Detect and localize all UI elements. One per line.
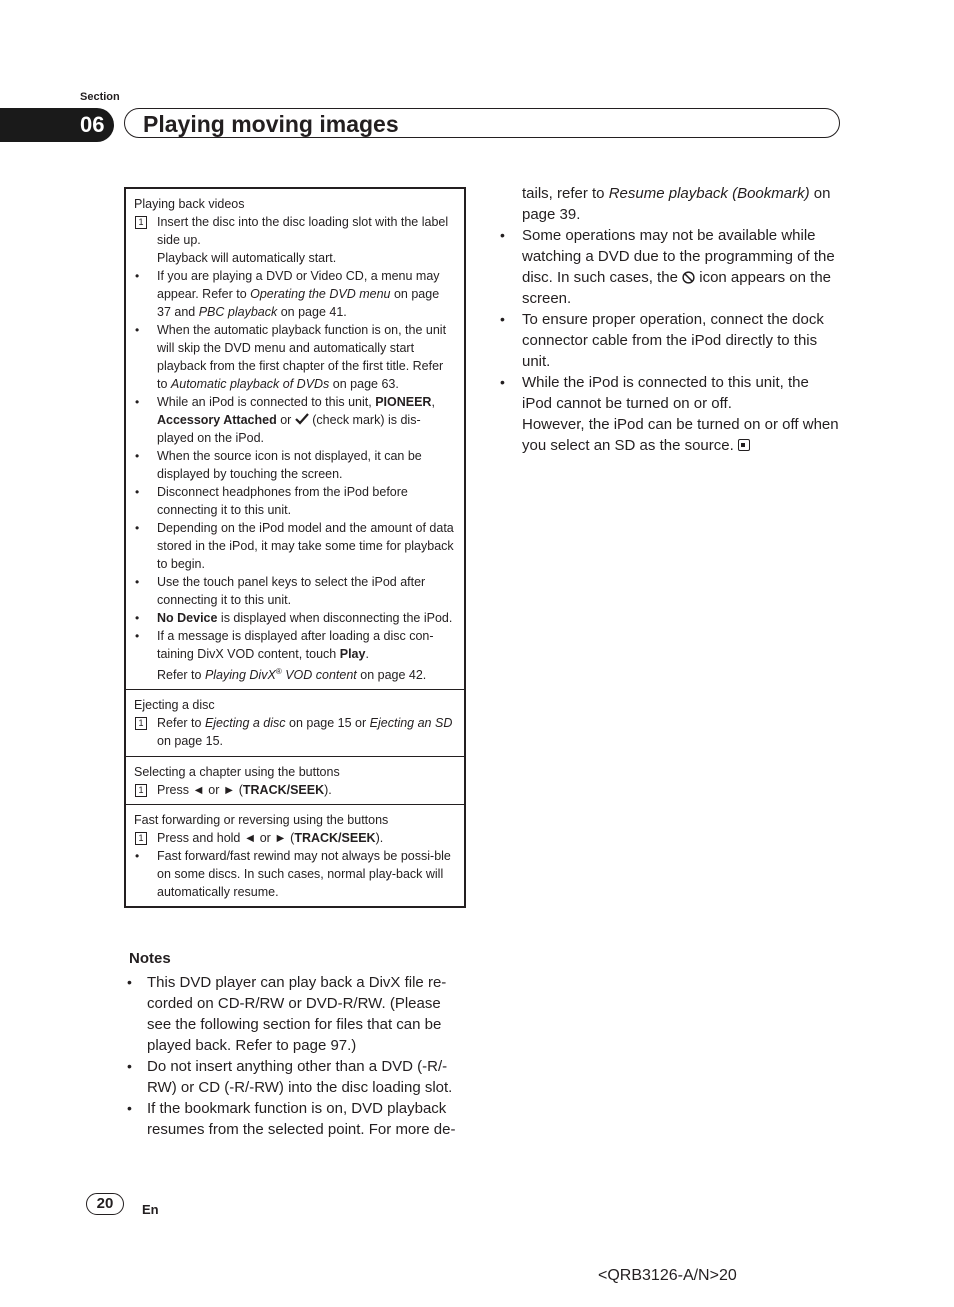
bold-term: Play — [339, 647, 366, 661]
text: , — [431, 395, 435, 409]
cell-title: Playing back videos — [134, 197, 245, 211]
bullet-icon: • — [135, 575, 140, 589]
step-number: 1 — [135, 832, 147, 845]
bullet-icon: • — [500, 374, 505, 390]
page-title: Playing moving images — [143, 111, 399, 137]
stop-square-icon — [738, 439, 750, 451]
step-number: 1 — [135, 784, 147, 797]
text: icon appears on the screen. — [522, 269, 832, 307]
ref-link: Playing DivX — [204, 668, 276, 683]
note-continuation — [499, 183, 839, 225]
text: When the automatic playback function is on, the unit will skip the DVD menu and automatically start playback from the first chapter of the first title. Refer to — [157, 323, 447, 391]
bullet-item — [134, 393, 456, 447]
text: Refer to — [157, 668, 205, 683]
text: on page 63. — [329, 377, 399, 391]
step-text-2: Playback will automatically start. — [157, 251, 337, 265]
note-item — [499, 225, 839, 309]
text: tails, refer to — [522, 185, 609, 202]
step-item — [134, 213, 456, 267]
registered-mark: ® — [275, 667, 282, 676]
bullet-item — [134, 627, 456, 684]
note-item — [124, 1098, 469, 1140]
text: While an iPod is connected to this unit, — [157, 395, 376, 409]
text: Use the touch panel keys to select the iPod after connecting it to this unit. — [157, 575, 426, 607]
bullet-icon: • — [135, 269, 140, 283]
bullet-icon: • — [127, 1100, 132, 1116]
ref-link: PBC playback — [198, 305, 278, 319]
ref-link: VOD content — [281, 668, 357, 683]
text: If a message is displayed after loading a disc con-taining DivX VOD content, touch — [157, 629, 434, 661]
text: If you are playing a DVD or Video CD, a menu may appear. Refer to — [157, 269, 440, 301]
text: is displayed when disconnecting the iPod. — [217, 611, 453, 625]
bullet-item — [134, 321, 456, 393]
note-item — [499, 309, 839, 372]
text: Depending on the iPod model and the amount of data stored in the iPod, it may take some time for playback to begin. — [157, 521, 454, 571]
text: However, the iPod can be turned on or off when you select an SD as the source. — [522, 416, 839, 454]
cell-playing — [126, 189, 464, 689]
step-number: 1 — [135, 717, 147, 730]
bullet-item — [134, 447, 456, 483]
text: Press ◄ or ► ( — [157, 783, 243, 798]
text: (check mark) is dis-played on the iPod. — [157, 413, 421, 445]
ref-link: Automatic playback of DVDs — [170, 377, 330, 391]
ref-link: Operating the DVD menu — [250, 287, 391, 301]
text: To ensure proper operation, connect the dock connector cable from the iPod directly to this unit. — [522, 311, 824, 370]
text: ). — [375, 831, 384, 846]
bullet-icon: • — [135, 611, 140, 625]
bullet-item — [134, 847, 456, 901]
notes-list — [124, 972, 469, 1140]
text: Disconnect headphones from the iPod before connecting it to this unit. — [157, 485, 408, 517]
bullet-icon: • — [135, 849, 140, 864]
cell-ejecting — [126, 689, 464, 756]
bold-term: PIONEER — [375, 395, 432, 409]
bold-term: No Device — [157, 611, 218, 625]
bullet-icon: • — [500, 227, 505, 243]
bold-term: TRACK/SEEK — [242, 783, 325, 798]
cell-title: Selecting a chapter using the buttons — [134, 765, 340, 780]
text: or — [276, 413, 295, 427]
text: on page 15 or — [285, 716, 370, 731]
text: Refer to — [157, 716, 205, 731]
note-item — [124, 1056, 469, 1098]
step-text: Insert the disc into the disc loading slot with the label side up. — [157, 215, 449, 247]
bold-term: TRACK/SEEK — [294, 831, 376, 846]
cell-title: Fast forwarding or reversing using the buttons — [134, 813, 389, 828]
text: This DVD player can play back a DivX file re-corded on CD-R/RW or DVD-R/RW. (Please see the following section for files that can be played back. Refer to page 97.) — [147, 974, 447, 1054]
bullet-item — [134, 519, 456, 573]
section-label: Section — [80, 91, 120, 103]
text: ). — [324, 783, 332, 798]
text: on page 41. — [277, 305, 347, 319]
bullet-item — [134, 483, 456, 519]
section-number: 06 — [0, 108, 114, 142]
bullet-icon: • — [135, 395, 140, 409]
bullet-icon: • — [135, 449, 140, 463]
text: Some operations may not be available while watching a DVD due to the programming of the disc. In such cases, the — [522, 227, 835, 286]
text: If the bookmark function is on, DVD playback resumes from the selected point. For more de- — [147, 1100, 456, 1138]
cell-selecting — [126, 756, 464, 804]
bullet-item — [134, 267, 456, 321]
bullet-icon: • — [135, 521, 140, 535]
cell-title: Ejecting a disc — [134, 698, 215, 713]
bullet-item — [134, 609, 456, 627]
step-item — [134, 714, 456, 750]
text: Press and hold ◄ or ► ( — [157, 831, 295, 846]
prohibited-icon — [682, 271, 695, 284]
page-number: 20 — [86, 1193, 124, 1215]
text: on page 42. — [356, 668, 427, 683]
step-item — [134, 829, 456, 847]
ref-link: Ejecting an SD — [369, 716, 453, 731]
text: on page 39. — [522, 185, 831, 223]
text: While the iPod is connected to this unit, the iPod cannot be turned on or off. — [522, 374, 809, 412]
right-column — [499, 183, 839, 456]
bullet-icon: • — [135, 485, 140, 499]
bullet-icon: • — [127, 974, 132, 990]
text: Do not insert anything other than a DVD (-R/-RW) or CD (-R/-RW) into the disc loading slot. — [147, 1058, 453, 1096]
text: . — [365, 647, 369, 661]
step-item — [134, 781, 456, 799]
text: Fast forward/fast rewind may not always be possi-ble on some discs. In such cases, normal play-back will automatically resume. — [157, 849, 451, 900]
text: on page 15. — [157, 734, 224, 749]
text: on page 37 and — [157, 287, 440, 319]
instruction-table — [124, 187, 466, 908]
step-number: 1 — [135, 216, 147, 229]
note-item — [124, 972, 469, 1056]
document-reference: <QRB3126-A/N>20 — [598, 1267, 737, 1284]
ref-link: Ejecting a disc — [204, 716, 286, 731]
ref-link: Resume playback (Bookmark) — [608, 185, 810, 202]
text: When the source icon is not displayed, it can be displayed by touching the screen. — [157, 449, 422, 481]
check-mark-icon — [295, 413, 309, 425]
cell-fast-forward — [126, 804, 464, 906]
bullet-icon: • — [135, 629, 140, 643]
note-item — [499, 372, 839, 456]
bullet-item — [134, 573, 456, 609]
bullet-icon: • — [135, 323, 140, 337]
bold-term: Accessory Attached — [157, 413, 277, 427]
notes-heading: Notes — [129, 950, 171, 967]
language-code: En — [142, 1202, 159, 1217]
bullet-icon: • — [127, 1058, 132, 1074]
bullet-icon: • — [500, 311, 505, 327]
